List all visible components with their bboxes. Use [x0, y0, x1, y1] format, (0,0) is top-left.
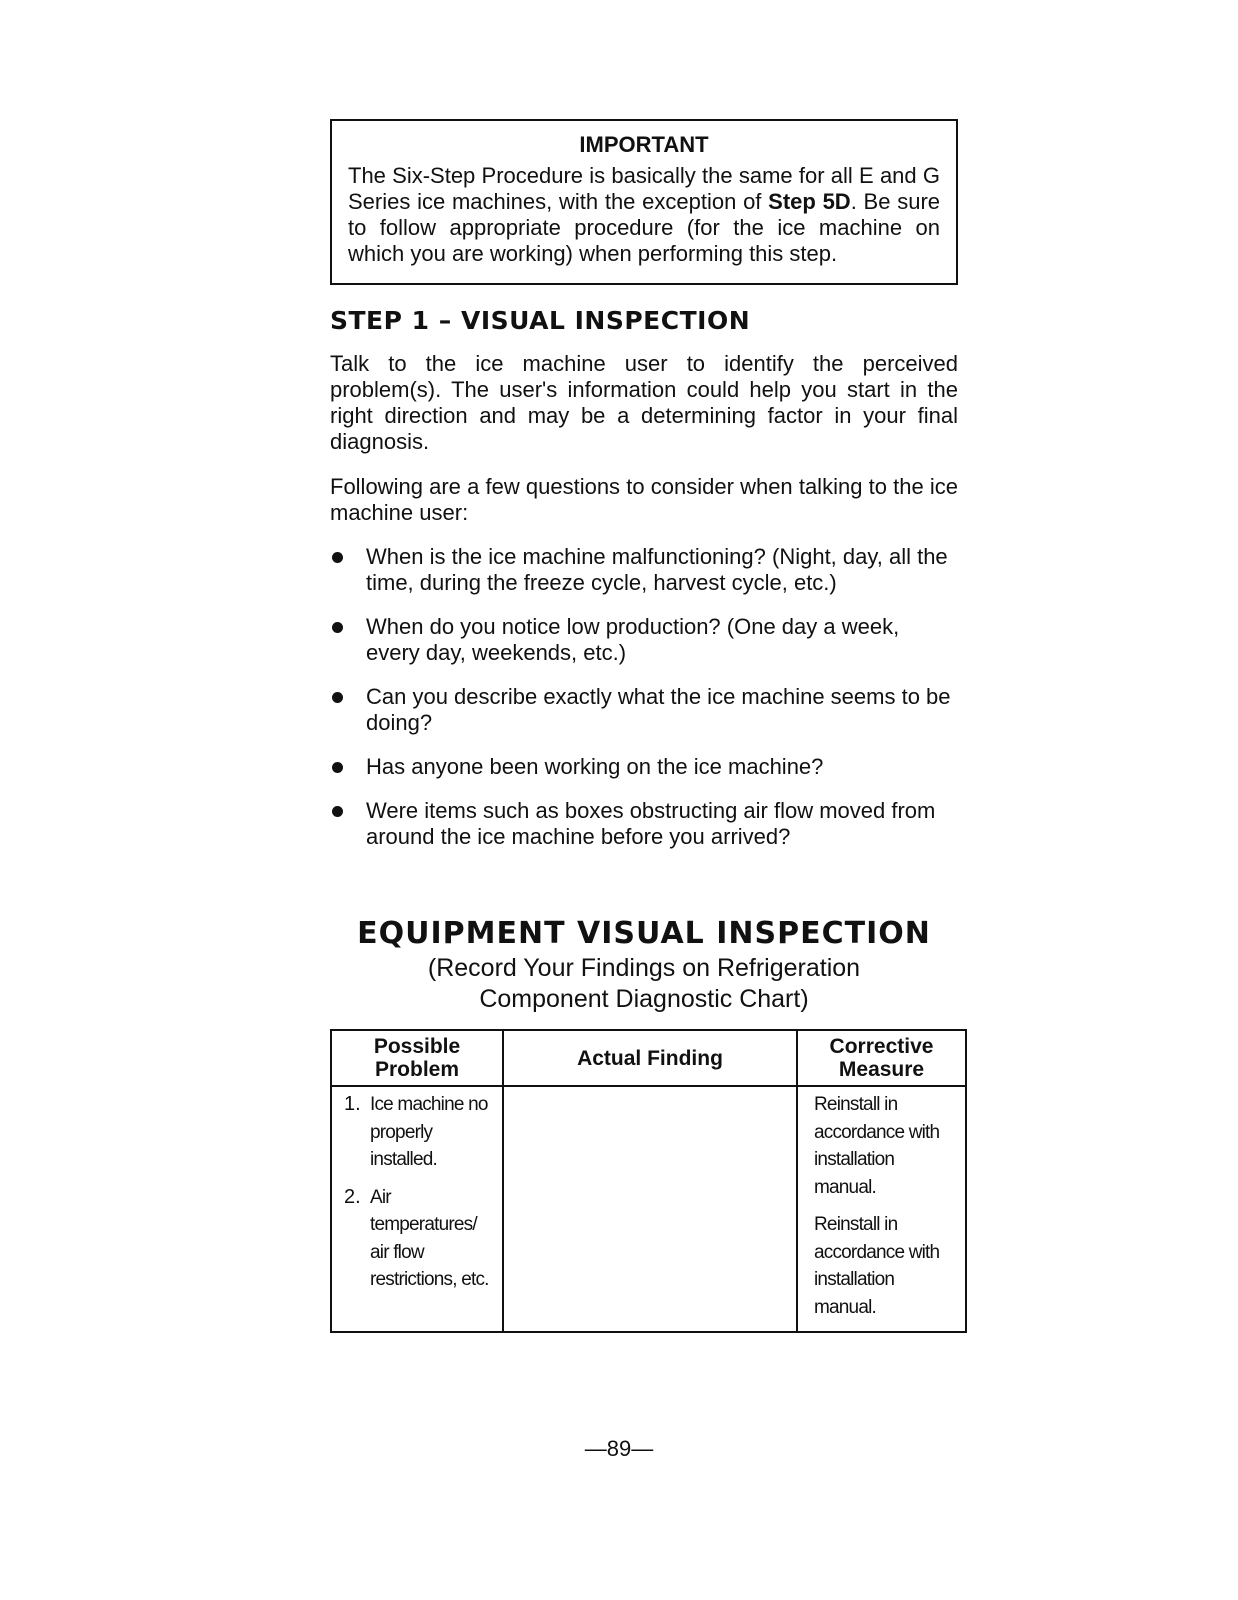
important-body [348, 163, 940, 267]
problem-text: Ice machine no properly installed. [370, 1094, 488, 1170]
header-corrective-measure: Corrective Measure [797, 1030, 966, 1086]
table-row [331, 1086, 966, 1332]
corrective-measure-cell [797, 1086, 966, 1332]
question-text: Were items such as boxes obstructing air flow moved from around the ice machine before you arrived? [366, 798, 936, 849]
question-text: Can you describe exactly what the ice machine seems to be doing? [366, 684, 951, 735]
problem-text: Air temperatures/ air flow restrictions, etc. [370, 1186, 489, 1290]
problem-number: 2. [344, 1185, 361, 1208]
question-item [330, 614, 958, 666]
problem-cell [331, 1086, 503, 1332]
step1-paragraph-2: Following are a few questions to consider when talking to the ice machine user: [330, 474, 958, 525]
equipment-subtitle [330, 953, 958, 1015]
header-possible-problem: Possible Problem [331, 1030, 503, 1086]
header-actual-finding: Actual Finding [503, 1030, 797, 1086]
measure-text: Reinstall in accordance with installation manual. [814, 1094, 940, 1198]
actual-finding-cell [503, 1086, 797, 1332]
step1-paragraph-1: Talk to the ice machine user to identify the perceived problem(s). The user's information could help you start in the right direction and may be a determining factor in your final diagnosis. [330, 351, 958, 454]
question-text: Has anyone been working on the ice machine? [366, 754, 824, 779]
measure-text: Reinstall in accordance with installation manual. [814, 1214, 940, 1318]
problem-item [344, 1091, 494, 1174]
bullet-icon [332, 552, 343, 563]
bullet-icon [332, 762, 343, 773]
equipment-subtitle-line1: (Record Your Findings on Refrigeration [427, 954, 861, 982]
bullet-icon [332, 692, 343, 703]
question-item [330, 754, 958, 780]
bullet-icon [332, 622, 343, 633]
question-list [330, 544, 958, 868]
problem-item [344, 1184, 494, 1294]
step1-heading: STEP 1 – VISUAL INSPECTION [330, 306, 751, 335]
important-title: IMPORTANT [579, 132, 709, 157]
important-body-step-ref: Step 5D [768, 189, 851, 214]
inspection-table [330, 1029, 967, 1333]
equipment-heading: EQUIPMENT VISUAL INSPECTION [357, 916, 931, 951]
problem-number: 1. [344, 1093, 361, 1115]
question-item [330, 798, 958, 850]
bullet-icon [332, 806, 343, 817]
table-header-row [331, 1030, 966, 1086]
question-item [330, 544, 958, 596]
question-text: When is the ice machine malfunctioning? (Night, day, all the time, during the freeze cycle, harvest cycle, etc.) [366, 544, 948, 595]
important-notice-box [330, 119, 958, 285]
page-number: —89— [584, 1436, 654, 1461]
equipment-subtitle-line2: Component Diagnostic Chart) [479, 985, 809, 1013]
important-body-text: The Six-Step Procedure is basically the same for all E and G Series ice machines, with the exception of [348, 163, 940, 214]
question-text: When do you notice low production? (One day a week, every day, weekends, etc.) [366, 614, 900, 665]
question-item [330, 684, 958, 736]
important-body-text-end: . Be sure to follow appropriate procedure (for the ice machine on which you are working) when performing this step. [348, 189, 940, 266]
